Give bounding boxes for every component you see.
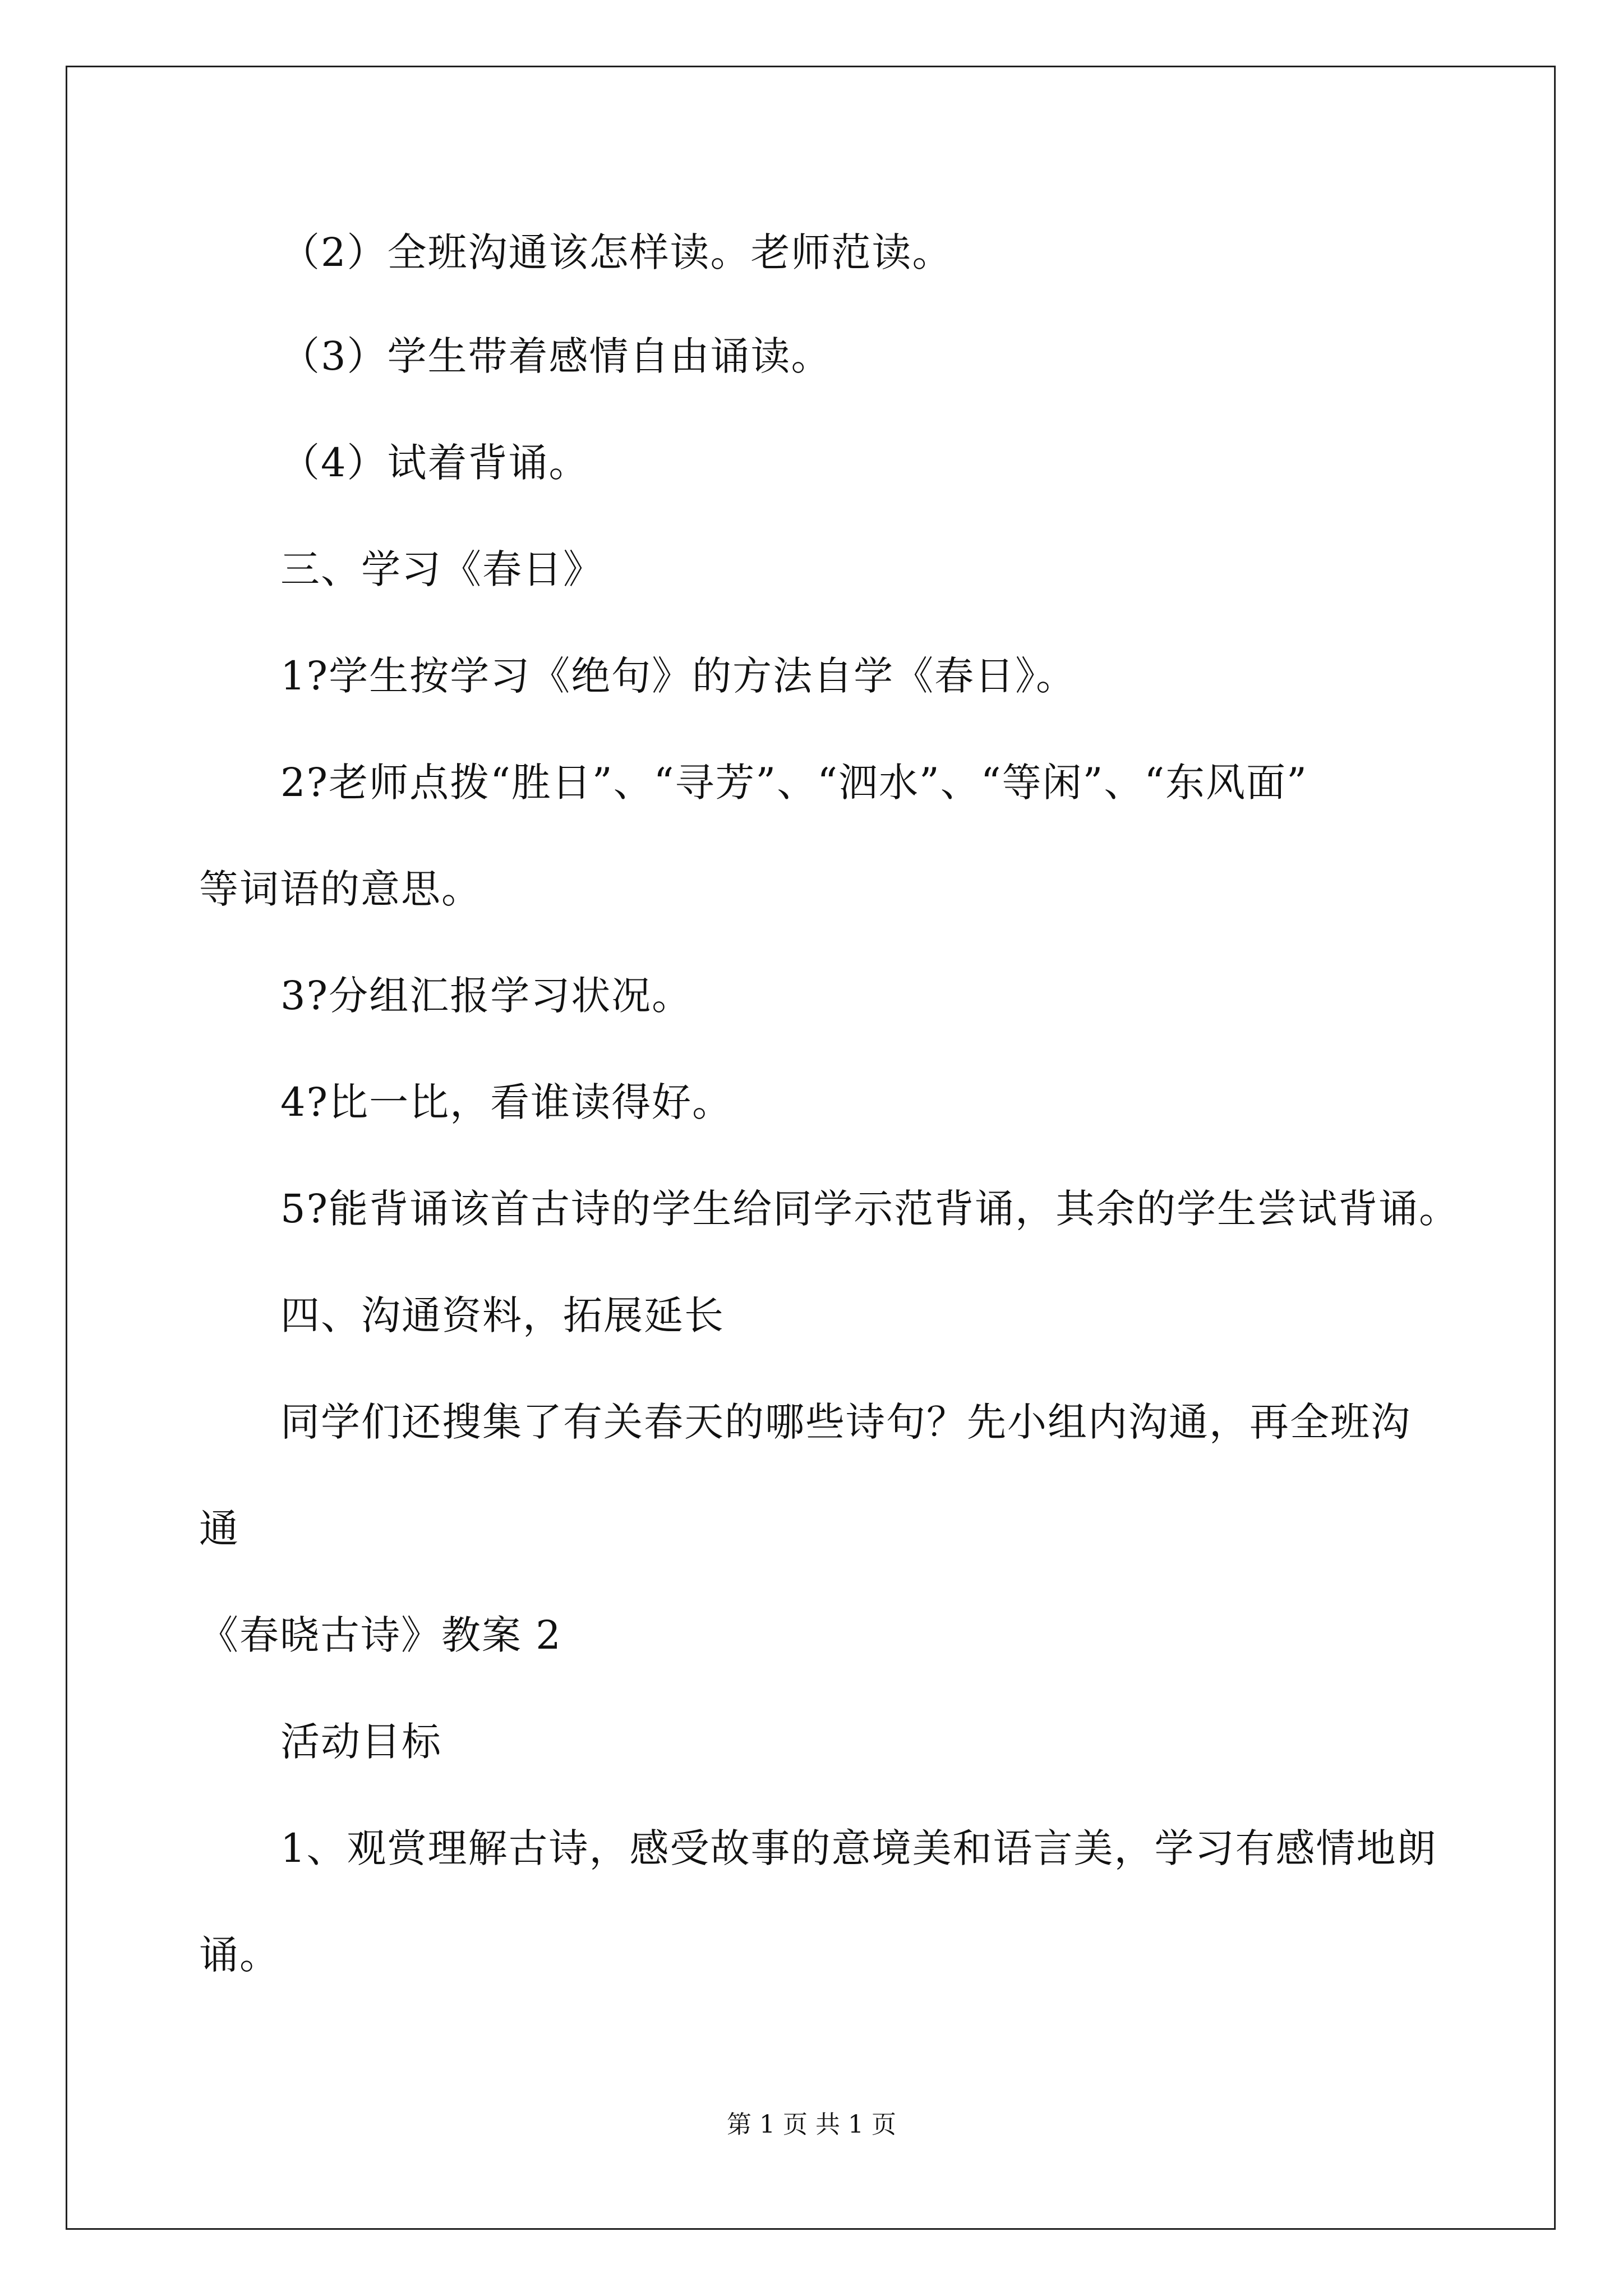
section-heading-objectives: 活动目标 [280,1719,442,1765]
page-border [66,66,1556,2230]
paragraph-objective-1: 1、观赏理解古诗，感受故事的意境美和语言美，学习有感情地朗 [280,1825,1437,1871]
paragraph-objective-1-continued: 诵。 [199,1932,280,1978]
lesson-title: 《春晓古诗》教案 2 [199,1612,562,1658]
paragraph-step-1: 1?学生按学习《绝句》的方法自学《春日》。 [280,653,1077,699]
page-number-footer: 第 1 页 共 1 页 [727,2110,896,2139]
paragraph-reading-discussion: （2）全班沟通该怎样读。老师范读。 [280,229,953,275]
paragraph-step-4: 4?比一比，看谁读得好。 [280,1079,733,1125]
paragraph-collect-poems-continued: 通 [199,1506,239,1552]
paragraph-step-3: 3?分组汇报学习状况。 [280,973,693,1019]
paragraph-try-memorize: （4）试着背诵。 [280,440,589,486]
paragraph-collect-poems: 同学们还搜集了有关春天的哪些诗句？先小组内沟通，再全班沟 [280,1399,1411,1445]
paragraph-step-2: 2?老师点拨“胜日”、“寻芳”、“泗水”、“等闲”、“东风面” [280,760,1308,806]
section-heading-learn-chunri: 三、学习《春日》 [280,546,603,592]
paragraph-free-recitation: （3）学生带着感情自由诵读。 [280,333,832,379]
section-heading-exchange: 四、沟通资料，拓展延长 [280,1292,725,1338]
paragraph-step-2-continued: 等词语的意思。 [199,866,482,912]
paragraph-step-5: 5?能背诵该首古诗的学生给同学示范背诵，其余的学生尝试背诵。 [280,1186,1460,1232]
